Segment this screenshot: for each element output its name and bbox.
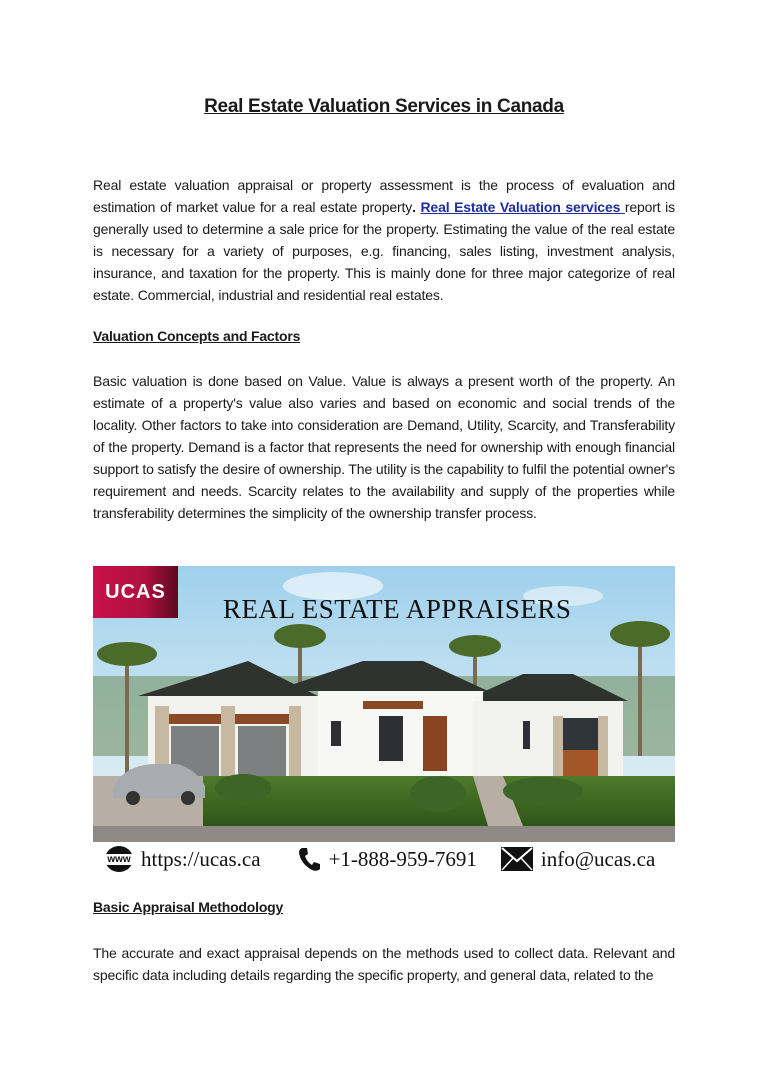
intro-text-continued: report is generally used to determine a sale price for the property. Estimating the value of the real estate is necessary for a variety of purposes, e.g. financing, sales listing, investment analysis, insurance, and taxation for the property. This is mainly done for three major categorize of real estate. Commercial, industrial and residential real estates. bbox=[93, 199, 675, 303]
intro-paragraph bbox=[93, 174, 675, 306]
ucas-logo: UCAS bbox=[93, 566, 178, 618]
valuation-services-link[interactable]: Real Estate Valuation services bbox=[420, 199, 625, 215]
website-url: https://ucas.ca bbox=[141, 846, 261, 871]
banner-title: REAL ESTATE APPRAISERS bbox=[223, 594, 572, 624]
section-heading-valuation-concepts: Valuation Concepts and Factors bbox=[93, 328, 301, 344]
phone-icon bbox=[297, 846, 321, 872]
intro-text: Real estate valuation appraisal or property assessment is the process of evaluation and estimation of market value for a real estate property bbox=[93, 177, 675, 215]
intro-period: . bbox=[412, 199, 416, 215]
valuation-concepts-paragraph: Basic valuation is done based on Value. Value is always a present worth of the property. An estimate of a property's value also varies and based on economic and social trends of the locality. Other factors to take into consideration are Demand, Utility, Scarcity, and Transferability of the property. Demand is a factor that represents the need for ownership with enough financial support to satisfy the desire of ownership. The utility is the capability to fulfil the potential owner's requirement and needs. Scarcity relates to the availability and supply of the properties while transferability determines the simplicity of the ownership transfer process. bbox=[93, 373, 675, 521]
envelope-icon bbox=[501, 847, 533, 871]
www-globe-icon: www bbox=[105, 846, 133, 872]
website-contact bbox=[105, 846, 261, 872]
page-title: Real Estate Valuation Services in Canada bbox=[204, 96, 564, 117]
email-contact bbox=[501, 847, 655, 872]
section-heading-appraisal-methodology: Basic Appraisal Methodology bbox=[93, 899, 284, 915]
phone-contact bbox=[297, 846, 477, 872]
email-address: info@ucas.ca bbox=[540, 846, 656, 871]
banner-contact-row bbox=[93, 842, 675, 876]
ucas-banner-image bbox=[93, 566, 675, 876]
appraisal-methodology-paragraph: The accurate and exact appraisal depends on the methods used to collect data. Relevant and specific data including details regarding the specific property, and general data, related to the bbox=[93, 945, 675, 983]
phone-number: +1-888-959-7691 bbox=[328, 846, 477, 871]
